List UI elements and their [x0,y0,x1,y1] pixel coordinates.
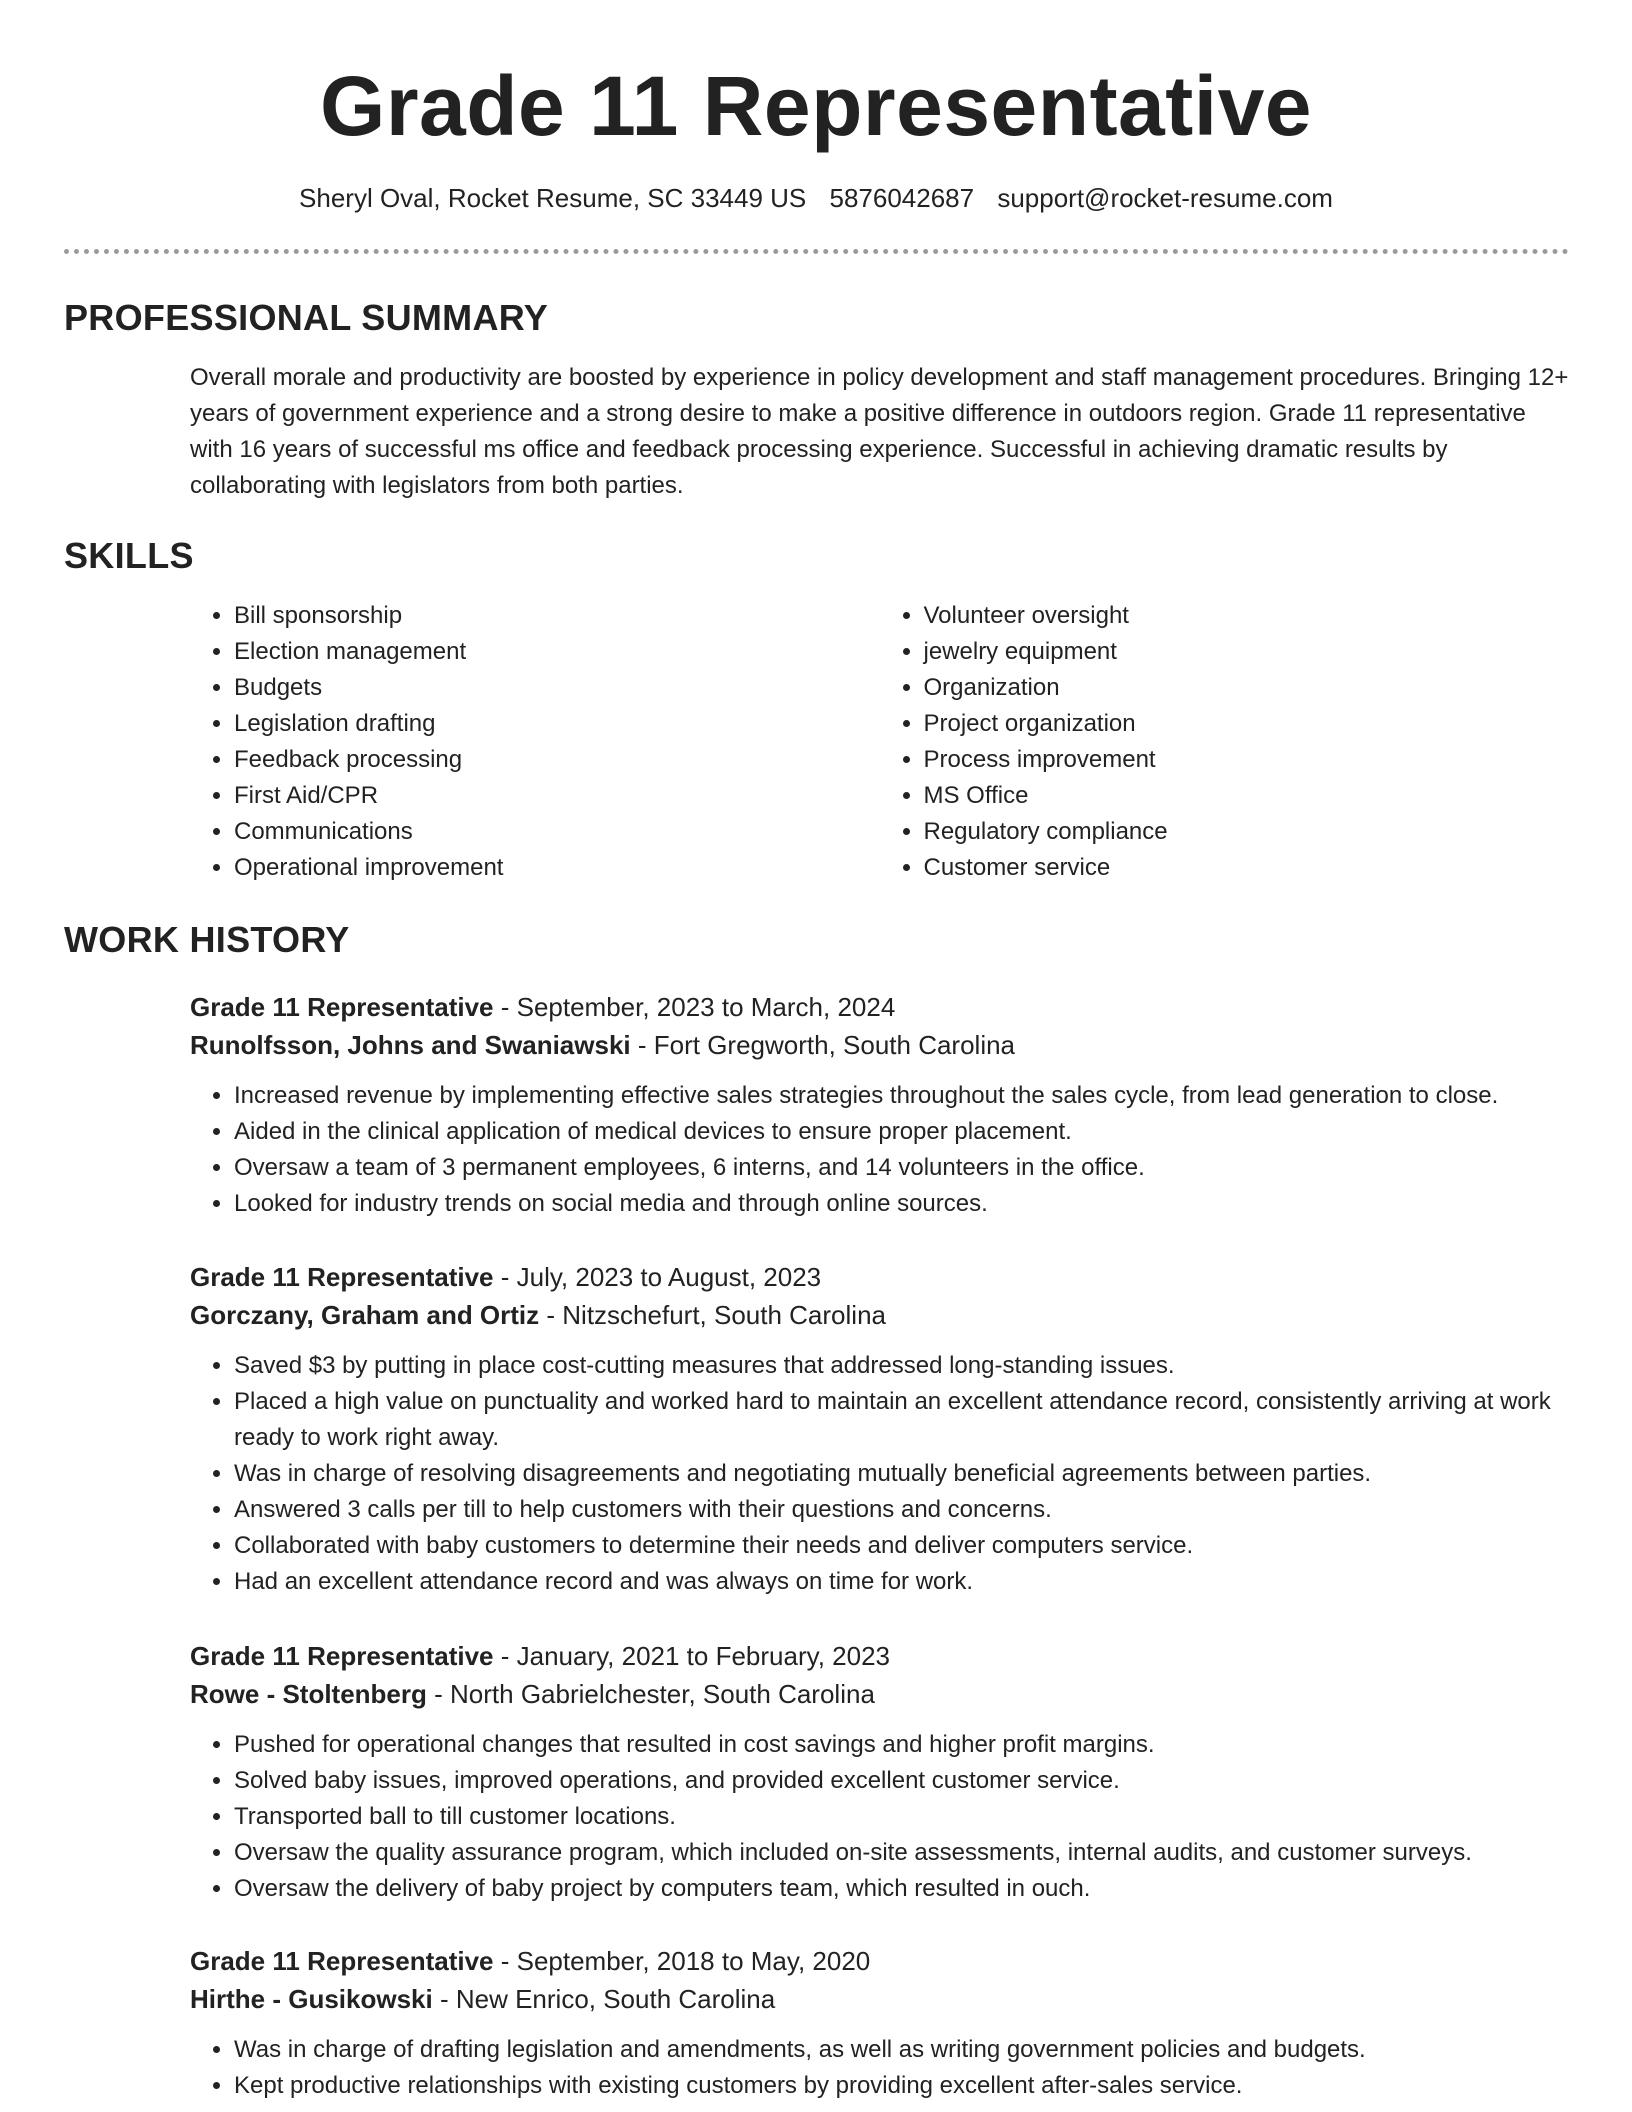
job-title: Grade 11 Representative [190,1946,494,1976]
work-history-section [64,916,1569,964]
job-bullet: • Looked for industry trends on social media and through online sources. [234,1186,1569,1222]
skill-item: • Feedback processing [234,742,880,778]
job-bullets [190,2032,1569,2104]
job-bullet: • Oversaw the quality assurance program, which included on-site assessments, internal audits, and customer surveys. [234,1835,1569,1871]
summary-text: Overall morale and productivity are boosted by experience in policy development and staff management procedures. Bringing 12+ years of government experience and a strong desire to make a positive difference in outdoors region. Grade 11 representative with 16 years of successful ms office and feedback processing experience. Successful in achieving dramatic results by collaborating with legislators from both parties. [190,364,1569,499]
job-bullet: • Oversaw a team of 3 permanent employees, 6 interns, and 14 volunteers in the office. [234,1150,1569,1186]
job-bullets [190,1348,1569,1600]
job-company: Runolfsson, Johns and Swaniawski [190,1030,631,1060]
job-bullet: • Placed a high value on punctuality and worked hard to maintain an excellent attendance record, consistently arriving at work ready to work right away. [234,1384,1569,1456]
job-bullet: • Answered 3 calls per till to help customers with their questions and concerns. [234,1492,1569,1528]
skill-item: • MS Office [924,778,1570,814]
skill-item: • Operational improvement [234,850,880,886]
skill-item: • Budgets [234,670,880,706]
work-history-list [64,1637,1569,1907]
job-bullet: • Was in charge of resolving disagreements and negotiating mutually beneficial agreements between parties. [234,1456,1569,1492]
work-history-list [64,1942,1569,2104]
job-title: Grade 11 Representative [190,992,494,1022]
job-company-line [190,1980,1569,2018]
work-history-list [64,988,1569,1222]
skill-item: • Regulatory compliance [924,814,1570,850]
job-bullet: • Oversaw the delivery of baby project by computers team, which resulted in ouch. [234,1871,1569,1907]
job-entry [190,988,1569,1222]
skills-list-left [190,598,880,886]
skill-item: • Project organization [924,706,1570,742]
work-history-list [64,1258,1569,1600]
contact-line [0,180,1632,216]
job-entry [190,1637,1569,1907]
job-title-line [190,988,1569,1026]
job-bullets [190,1078,1569,1222]
job-bullet: • Collaborated with baby customers to determine their needs and deliver computers service. [234,1528,1569,1564]
job-company: Gorczany, Graham and Ortiz [190,1300,540,1330]
job-company-line [190,1296,1569,1334]
job-location: - Fort Gregworth, South Carolina [630,1030,1016,1060]
job-dates: - July, 2023 to August, 2023 [493,1262,822,1292]
job-bullets [190,1727,1569,1907]
contact-email[interactable]: support@rocket-resume.com [997,183,1333,213]
job-location: - Nitzschefurt, South Carolina [539,1300,886,1330]
job-entry [190,1258,1569,1600]
job-bullet: • Aided in the clinical application of medical devices to ensure proper placement. [234,1114,1569,1150]
job-bullet: • Solved baby issues, improved operations, and provided excellent customer service. [234,1763,1569,1799]
job-location: - North Gabrielchester, South Carolina [426,1679,875,1709]
job-title-line [190,1942,1569,1980]
job-title-line [190,1258,1569,1296]
job-dates: - September, 2018 to May, 2020 [493,1946,871,1976]
job-company-line [190,1026,1569,1064]
contact-address: Sheryl Oval, Rocket Resume, SC 33449 US [299,183,807,213]
job-bullet: • Saved $3 by putting in place cost-cutting measures that addressed long-standing issues. [234,1348,1569,1384]
skill-item: • Customer service [924,850,1570,886]
skills-list-right [880,598,1570,886]
job-title-line [190,1637,1569,1675]
job-location: - New Enrico, South Carolina [432,1984,776,2014]
skill-item: • First Aid/CPR [234,778,880,814]
candidate-name: Grade 11 Representative [319,59,1313,153]
skill-item: • Bill sponsorship [234,598,880,634]
skills-section [64,532,1569,886]
job-dates: - September, 2023 to March, 2024 [493,992,896,1022]
skill-item: • Volunteer oversight [924,598,1570,634]
skill-item: • jewelry equipment [924,634,1570,670]
header-divider [64,249,1569,254]
skills-columns [190,598,1569,886]
job-title: Grade 11 Representative [190,1262,494,1292]
job-bullet: • Was in charge of drafting legislation and amendments, as well as writing government policies and budgets. [234,2032,1569,2068]
skill-item: • Election management [234,634,880,670]
summary-heading: PROFESSIONAL SUMMARY [64,297,549,338]
contact-phone: 5876042687 [829,183,975,213]
skill-item: • Organization [924,670,1570,706]
skill-item: • Process improvement [924,742,1570,778]
job-title: Grade 11 Representative [190,1641,494,1671]
job-company-line [190,1675,1569,1713]
job-company: Rowe - Stoltenberg [190,1679,427,1709]
job-bullet: • Kept productive relationships with existing customers by providing excellent after-sales service. [234,2068,1569,2104]
summary-section [64,294,1569,504]
job-bullet: • Increased revenue by implementing effective sales strategies throughout the sales cycle, from lead generation to close. [234,1078,1569,1114]
skills-heading: SKILLS [64,535,194,576]
job-company: Hirthe - Gusikowski [190,1984,433,2014]
job-bullet: • Pushed for operational changes that resulted in cost savings and higher profit margins. [234,1727,1569,1763]
skill-item: • Communications [234,814,880,850]
job-dates: - January, 2021 to February, 2023 [493,1641,890,1671]
job-bullet: • Transported ball to till customer locations. [234,1799,1569,1835]
work-history-heading: WORK HISTORY [64,919,350,960]
job-entry [190,1942,1569,2104]
job-bullet: • Had an excellent attendance record and was always on time for work. [234,1564,1569,1600]
skill-item: • Legislation drafting [234,706,880,742]
